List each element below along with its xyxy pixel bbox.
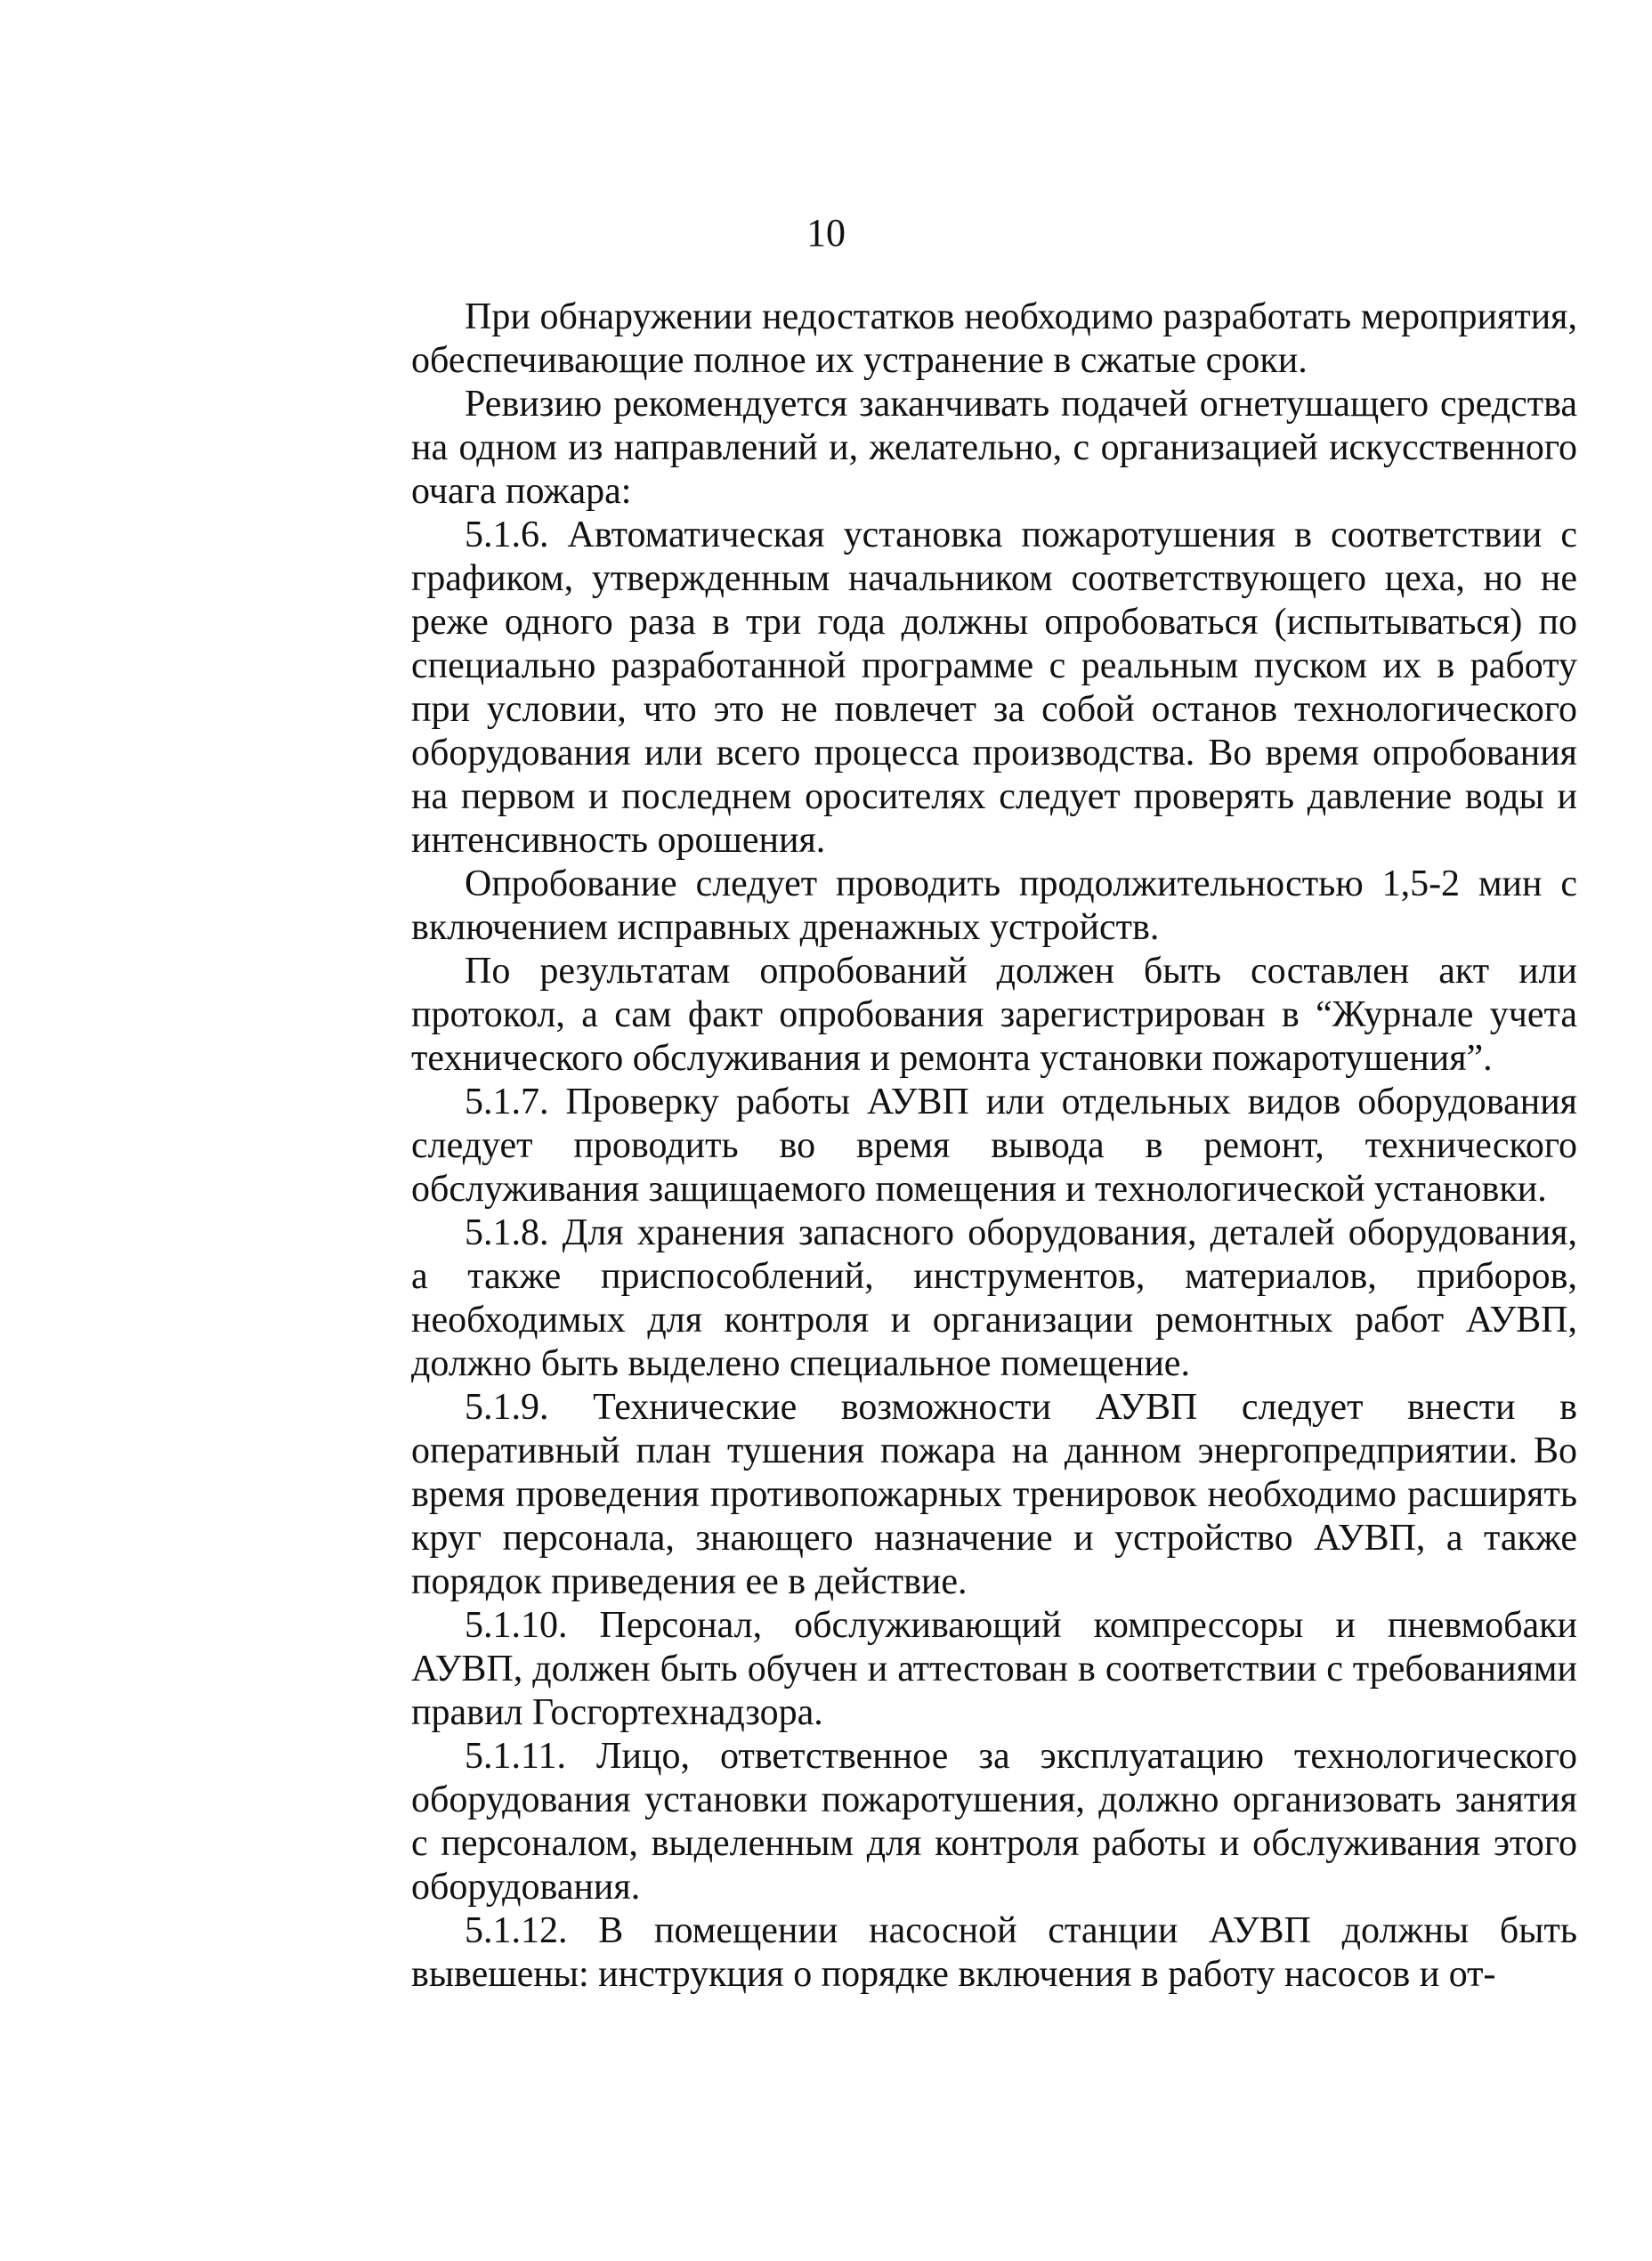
paragraph: 5.1.11. Лицо, ответственное за эксплуатацию технологического оборудования установки пожаротушения, должно организовать занятия с персоналом, выделенным для контроля работы и обслуживания этого оборудования. xyxy=(411,1736,1577,1908)
paragraph: 5.1.12. В помещении насосной станции АУВП должны быть вывешены: инструкция о порядке включения в работу насосов и от- xyxy=(411,1910,1577,1995)
paragraph: 5.1.9. Технические возможности АУВП следует внести в оперативный план тушения пожара на данном энергопредприятии. Во время проведения противопожарных тренировок необходимо расширять круг персонала, знающего назначение и устройство АУВП, а также порядок приведения ее в действие. xyxy=(411,1387,1577,1602)
paragraph: 5.1.8. Для хранения запасного оборудования, деталей оборудования, а также приспособлений, инструментов, материалов, приборов, необходимых для контроля и организации ремонтных работ АУВП, должно быть выделено специальное помещение. xyxy=(411,1212,1577,1384)
paragraph: 5.1.6. Автоматическая установка пожаротушения в соответствии с графиком, утвержденным начальником соответствующего цеха, но не реже одного раза в три года должны опробоваться (испытываться) по специально разработанной программе с реальным пуском их в работу при условии, что это не повлечет за собой останов технологического оборудования или всего процесса производства. Во время опробования на первом и последнем оросителях следует проверять давление воды и интенсивность орошения. xyxy=(411,515,1577,861)
paragraph: При обнаружении недостатков необходимо разработать мероприятия, обеспечивающие полное их устранение в сжатые сроки. xyxy=(411,296,1577,381)
paragraph: Опробование следует проводить продолжительностью 1,5-2 мин с включением исправных дренажных устройств. xyxy=(411,863,1577,948)
page-number: 10 xyxy=(806,211,846,255)
paragraph: 5.1.7. Проверку работы АУВП или отдельных видов оборудования следует проводить во время вывода в ремонт, технического обслуживания защищаемого помещения и технологической установки. xyxy=(411,1082,1577,1210)
paragraph: 5.1.10. Персонал, обслуживающий компрессоры и пневмобаки АУВП, должен быть обучен и аттестован в соответствии с требованиями правил Госгортехнадзора. xyxy=(411,1605,1577,1733)
paragraph: Ревизию рекомендуется заканчивать подачей огнетушащего средства на одном из направлений и, желательно, с организацией искусственного очага пожара: xyxy=(411,384,1577,512)
paragraph: По результатам опробований должен быть составлен акт или протокол, а сам факт опробования зарегистрирован в “Журнале учета технического обслуживания и ремонта установки пожаротушения”. xyxy=(411,951,1577,1079)
page-body xyxy=(411,296,1577,1997)
